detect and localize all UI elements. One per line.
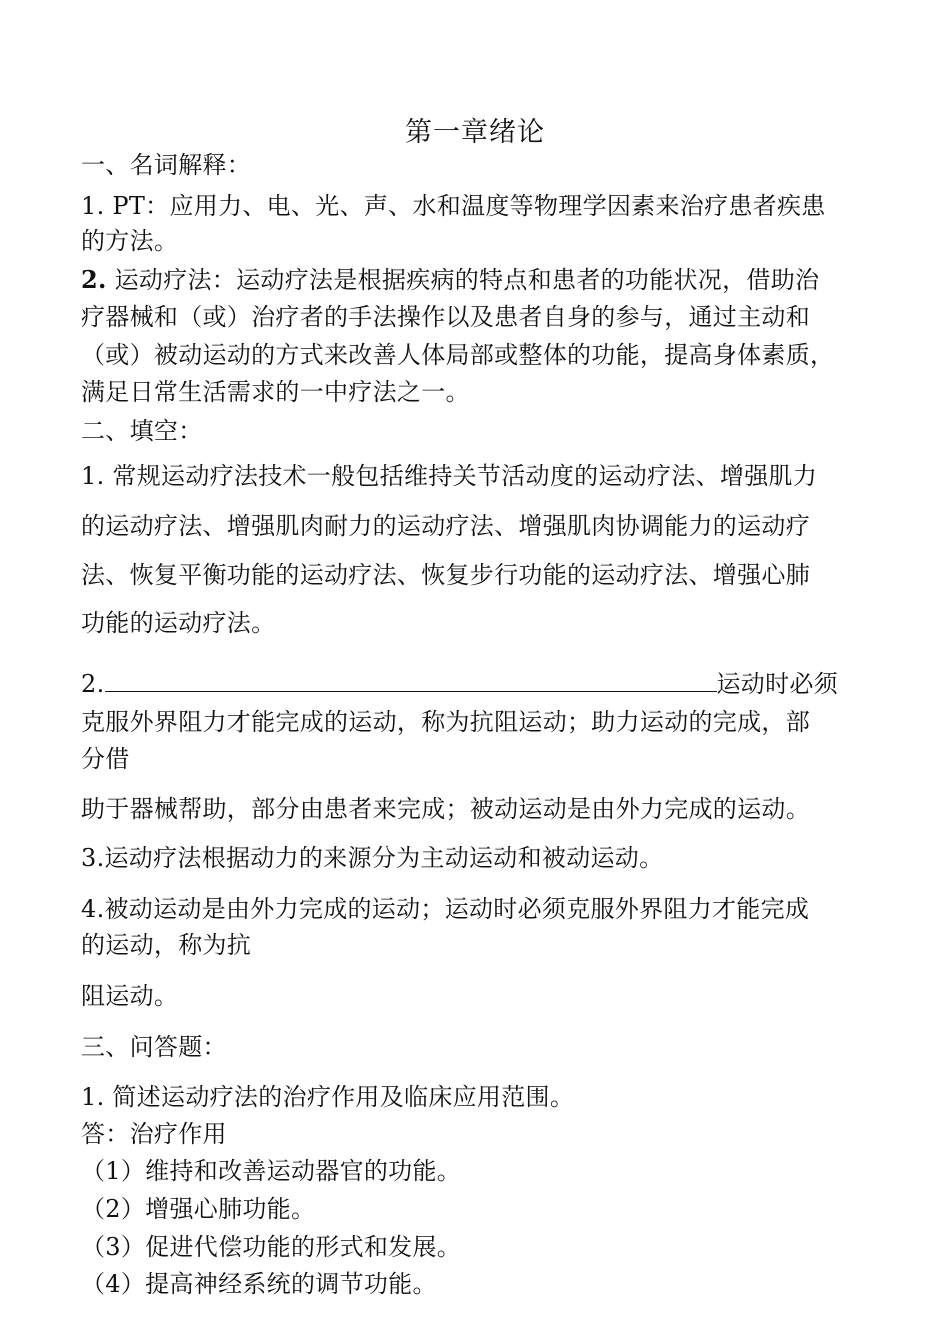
- item-number: 2.: [81, 670, 105, 698]
- fill-item-4-line-2: 的运动，称为抗: [81, 931, 252, 959]
- answer-point-1: （1）维持和改善运动器官的功能。: [81, 1157, 462, 1185]
- definition-pt-line-2: 的方法。: [81, 227, 179, 255]
- fill-item-4-line-3: 阻运动。: [81, 982, 179, 1010]
- fill-item-1-line-4: 功能的运动疗法。: [81, 609, 276, 637]
- question-1: 1. 简述运动疗法的治疗作用及临床应用范围。: [81, 1083, 575, 1111]
- item-text: 运动时必须: [716, 670, 838, 698]
- fill-item-1-line-3: 法、恢复平衡功能的运动疗法、恢复步行功能的运动疗法、增强心肺: [81, 561, 810, 589]
- fill-item-1-line-2: 的运动疗法、增强肌肉耐力的运动疗法、增强肌肉协调能力的运动疗: [81, 512, 810, 540]
- fill-item-1-line-1: 1. 常规运动疗法技术一般包括维持关节活动度的运动疗法、增强肌力: [81, 462, 818, 490]
- definition-exercise-therapy-line-3: （或）被动运动的方式来改善人体局部或整体的功能，提高身体素质，: [81, 341, 835, 369]
- answer-blank: [105, 665, 717, 692]
- fill-item-2-line-4: 助于器械帮助，部分由患者来完成；被动运动是由外力完成的运动。: [81, 795, 810, 823]
- fill-item-2-line-2: 克服外界阻力才能完成的运动，称为抗阻运动；助力运动的完成，部: [81, 708, 810, 736]
- definition-exercise-therapy-line-2: 疗器械和（或）治疗者的手法操作以及患者自身的参与，通过主动和: [81, 303, 810, 331]
- section-heading-qa: 三、问答题：: [81, 1033, 227, 1061]
- chapter-title: 第一章绪论: [405, 117, 545, 148]
- item-number: 2.: [81, 265, 107, 294]
- definition-exercise-therapy-line-1: [81, 261, 871, 299]
- definition-pt-line-1: 1. PT：应用力、电、光、声、水和温度等物理学因素来治疗患者疾患: [81, 192, 826, 220]
- definition-exercise-therapy-line-4: 满足日常生活需求的一中疗法之一。: [81, 378, 470, 406]
- section-heading-definitions: 一、名词解释：: [81, 151, 252, 179]
- answer-label: 答：治疗作用: [81, 1120, 227, 1148]
- fill-item-4-line-1: 4.被动运动是由外力完成的运动；运动时必须克服外界阻力才能完成: [81, 895, 810, 923]
- fill-item-2-line-3: 分借: [81, 745, 130, 773]
- item-text: 运动疗法：运动疗法是根据疾病的特点和患者的功能状况，借助治: [114, 266, 820, 294]
- answer-point-2: （2）增强心肺功能。: [81, 1195, 316, 1223]
- answer-point-4: （4）提高神经系统的调节功能。: [81, 1270, 437, 1298]
- section-heading-fill-in: 二、填空：: [81, 417, 203, 445]
- fill-item-3: 3.运动疗法根据动力的来源分为主动运动和被动运动。: [81, 844, 664, 872]
- answer-point-3: （3）促进代偿功能的形式和发展。: [81, 1233, 462, 1261]
- fill-item-2-line-1: [81, 665, 871, 703]
